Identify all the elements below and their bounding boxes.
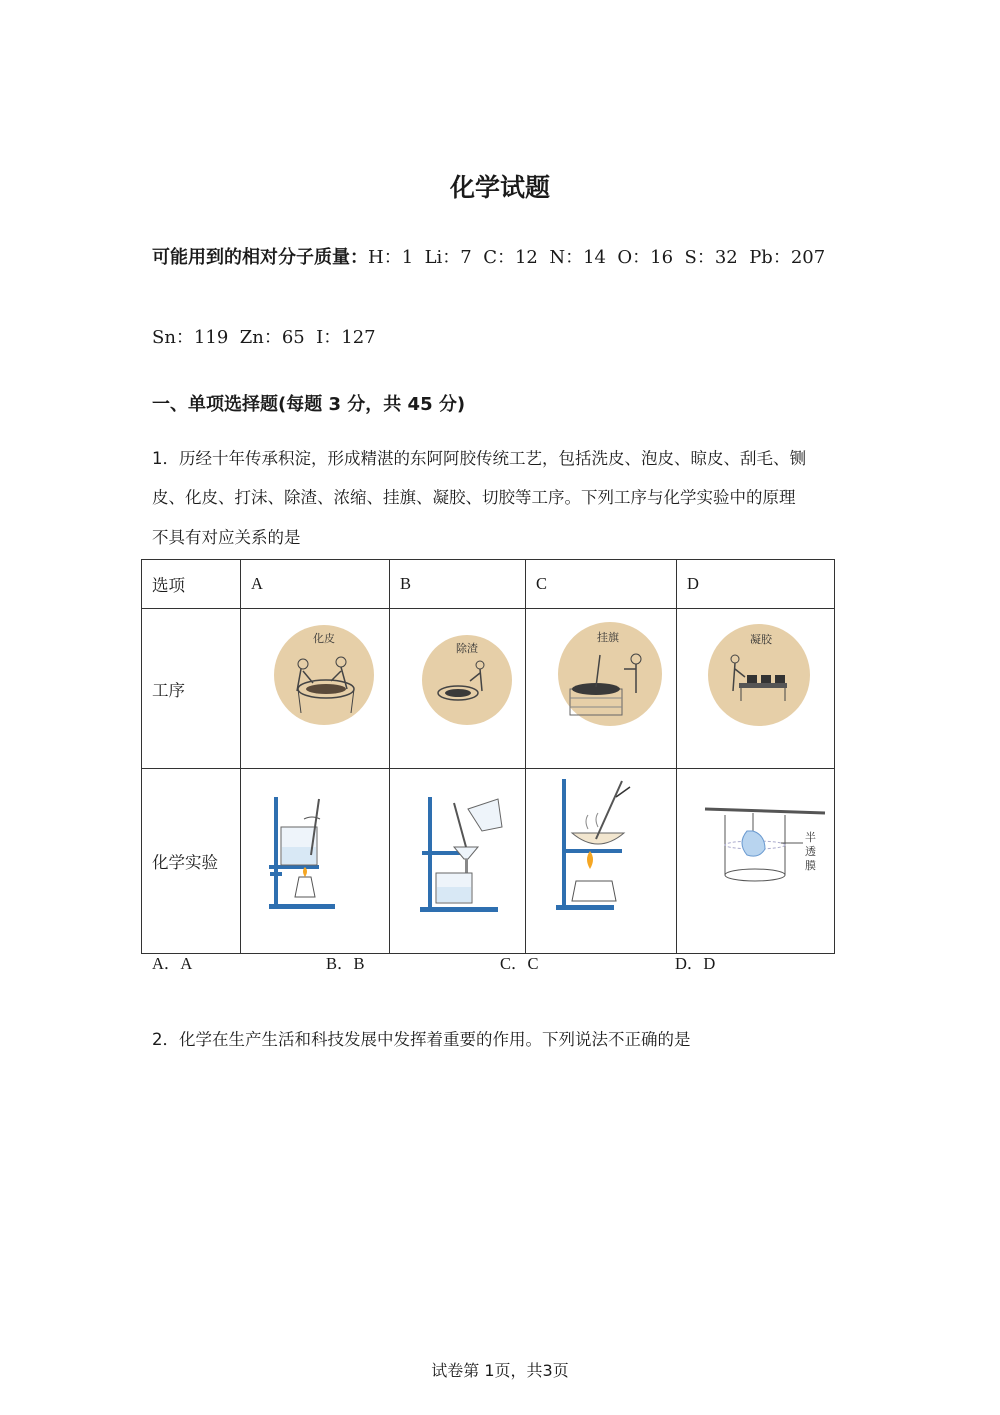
choice-d[interactable]: D．D [675,954,716,973]
page-title: 化学试题 [449,173,550,202]
table-header-b: B [390,560,526,609]
question-1-line-1: 1．历经十年传承积淀，形成精湛的东阿阿胶传统工艺，包括洗皮、泡皮、晾皮、刮毛、铡 [152,449,806,468]
membrane-label-3: 膜 [805,859,816,872]
table-header-c: C [526,560,677,609]
page-footer: 试卷第 1页，共3页 [431,1361,569,1380]
section-heading: 一、单项选择题(每题 3 分，共 45 分) [152,394,466,415]
relative-mass-line-1 [152,243,825,269]
row-label-experiment: 化学实验 [142,769,241,954]
process-a-illustration [241,609,389,764]
dialysis-apparatus [677,769,834,949]
relative-mass-label: 可能用到的相对分子质量： [152,247,368,268]
choice-a[interactable]: A．A [152,954,193,973]
process-d-illustration [677,609,834,764]
process-c-label: 挂旗 [597,631,619,644]
process-c-illustration [526,609,676,764]
table-header-a: A [241,560,390,609]
table-header-d: D [677,560,835,609]
process-a-cell [241,609,390,769]
question-1-line-3: 不具有对应关系的是 [152,528,301,547]
relative-mass-values-1: H：1 Li：7 C：12 N：14 O：16 S：32 Pb：207 [368,247,826,268]
process-d-cell [677,609,835,769]
experiment-d-cell [677,769,835,954]
relative-mass-values-2: Sn：119 Zn：65 I：127 [152,327,376,348]
membrane-label-1: 半 [805,831,816,844]
process-c-cell [526,609,677,769]
process-a-label: 化皮 [313,632,335,645]
row-label-process: 工序 [142,609,241,769]
membrane-label-2: 透 [805,845,816,858]
question-2-text: 2．化学在生产生活和科技发展中发挥着重要的作用。下列说法不正确的是 [152,1030,691,1049]
table-header-option: 选项 [142,560,241,609]
heating-dissolve-apparatus [241,769,389,949]
choice-b[interactable]: B．B [326,954,365,973]
experiment-a-cell [241,769,390,954]
process-d-label: 凝胶 [750,633,772,646]
options-table [141,559,835,954]
experiment-c-cell [526,769,677,954]
experiment-b-cell [390,769,526,954]
evaporation-apparatus [526,769,676,949]
process-b-cell [390,609,526,769]
choice-c[interactable]: C．C [500,954,539,973]
process-b-label: 除渣 [456,642,478,655]
question-1-line-2: 皮、化皮、打沫、除渣、浓缩、挂旗、凝胶、切胶等工序。下列工序与化学实验中的原理 [152,488,796,507]
filtration-apparatus [390,769,525,949]
process-b-illustration [390,609,525,764]
